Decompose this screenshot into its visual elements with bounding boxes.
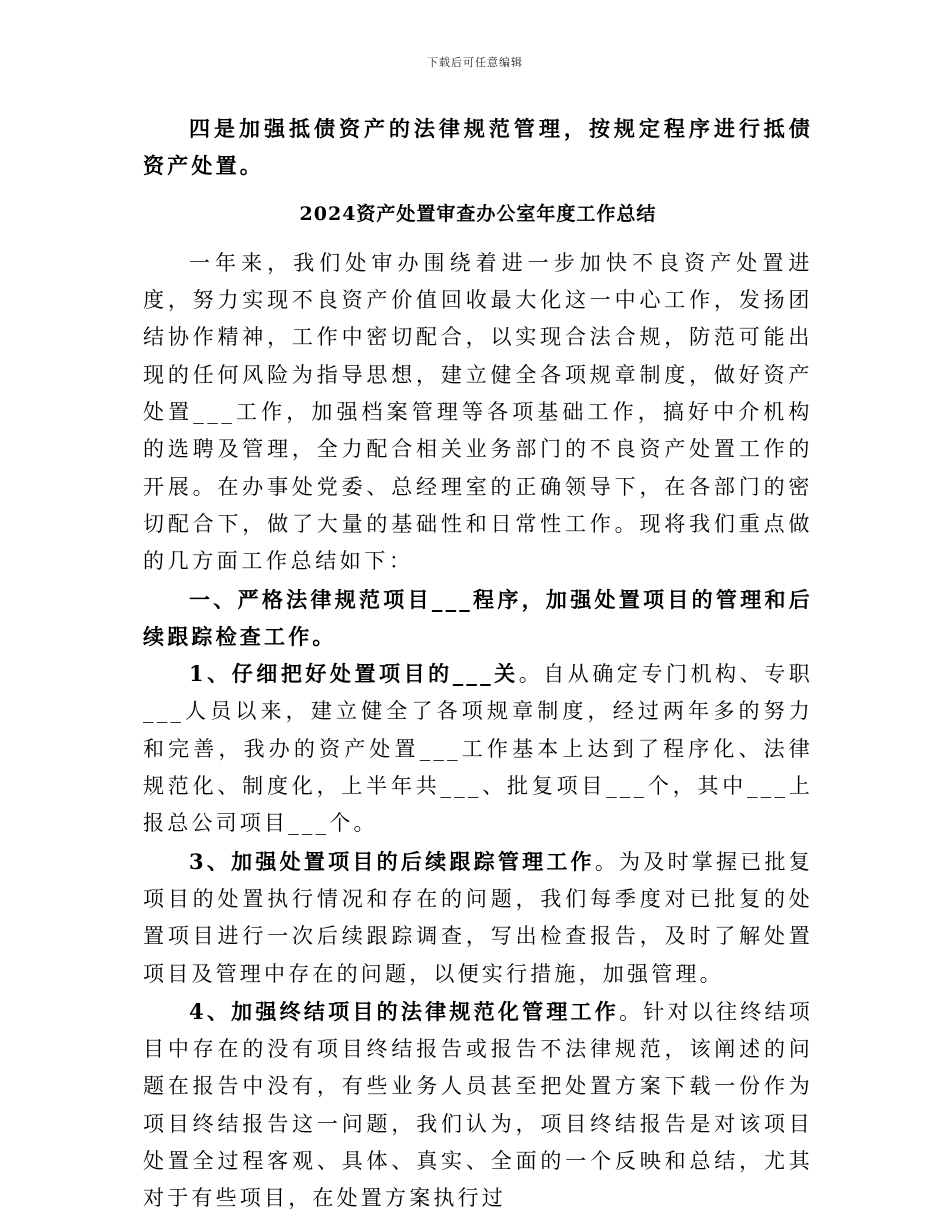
document-body bbox=[143, 110, 813, 1218]
item-1-lead: 1、仔细把好处置项目的___关 bbox=[189, 661, 519, 687]
heading-paragraph: 四是加强抵债资产的法律规范管理，按规定程序进行抵债资产处置。 bbox=[143, 116, 813, 179]
item-1-paragraph bbox=[143, 655, 813, 842]
intro-paragraph: 一年来，我们处审办围绕着进一步加快不良资产处置进度，努力实现不良资产价值回收最大化这一中心工作，发扬团结协作精神，工作中密切配合，以实现合法合规，防范可能出现的任何风险为指导思想，建立健全各项规章制度，做好资产处置___工作，加强档案管理等各项基础工作，搞好中介机构的选聘及管理，全力配合相关业务部门的不良资产处置工作的开展。在办事处党委、总经理室的正确领导下，在各部门的密切配合下，做了大量的基础性和日常性工作。现将我们重点做的几方面工作总结如下： bbox=[143, 250, 813, 574]
item-3-paragraph bbox=[143, 843, 813, 993]
item-4-lead: 4、加强终结项目的法律规范化管理工作 bbox=[189, 998, 620, 1024]
item-3-body: 。为及时掌握已批复项目的处置执行情况和存在的问题，我们每季度对已批复的处置项目进行一次后续跟踪调查，写出检查报告，及时了解处置项目及管理中存在的问题，以便实行措施，加强管理。 bbox=[143, 849, 813, 986]
section-heading-1: 一、严格法律规范项目___程序，加强处置项目的管理和后续跟踪检查工作。 bbox=[143, 586, 813, 649]
item-4-body: 。针对以往终结项目中存在的没有项目终结报告或报告不法律规范，该阐述的问题在报告中没有，有些业务人员甚至把处置方案下载一份作为项目终结报告这一问题，我们认为，项目终结报告是对该项目处置全过程客观、具体、真实、全面的一个反映和总结，尤其对于有些项目，在处置方案执行过 bbox=[143, 999, 813, 1211]
page-header: 下载后可任意编辑 bbox=[427, 56, 523, 69]
item-1-body: 。自从确定专门机构、专职___人员以来，建立健全了各项规章制度，经过两年多的努力和完善，我办的资产处置___工作基本上达到了程序化、法律规范化、制度化，上半年共___、批复项目___个，其中___上报总公司项目___个。 bbox=[143, 662, 813, 836]
item-3-lead: 3、加强处置项目的后续跟踪管理工作 bbox=[189, 848, 595, 874]
item-4-paragraph bbox=[143, 993, 813, 1218]
document-title: 2024资产处置审查办公室年度工作总结 bbox=[299, 202, 657, 225]
